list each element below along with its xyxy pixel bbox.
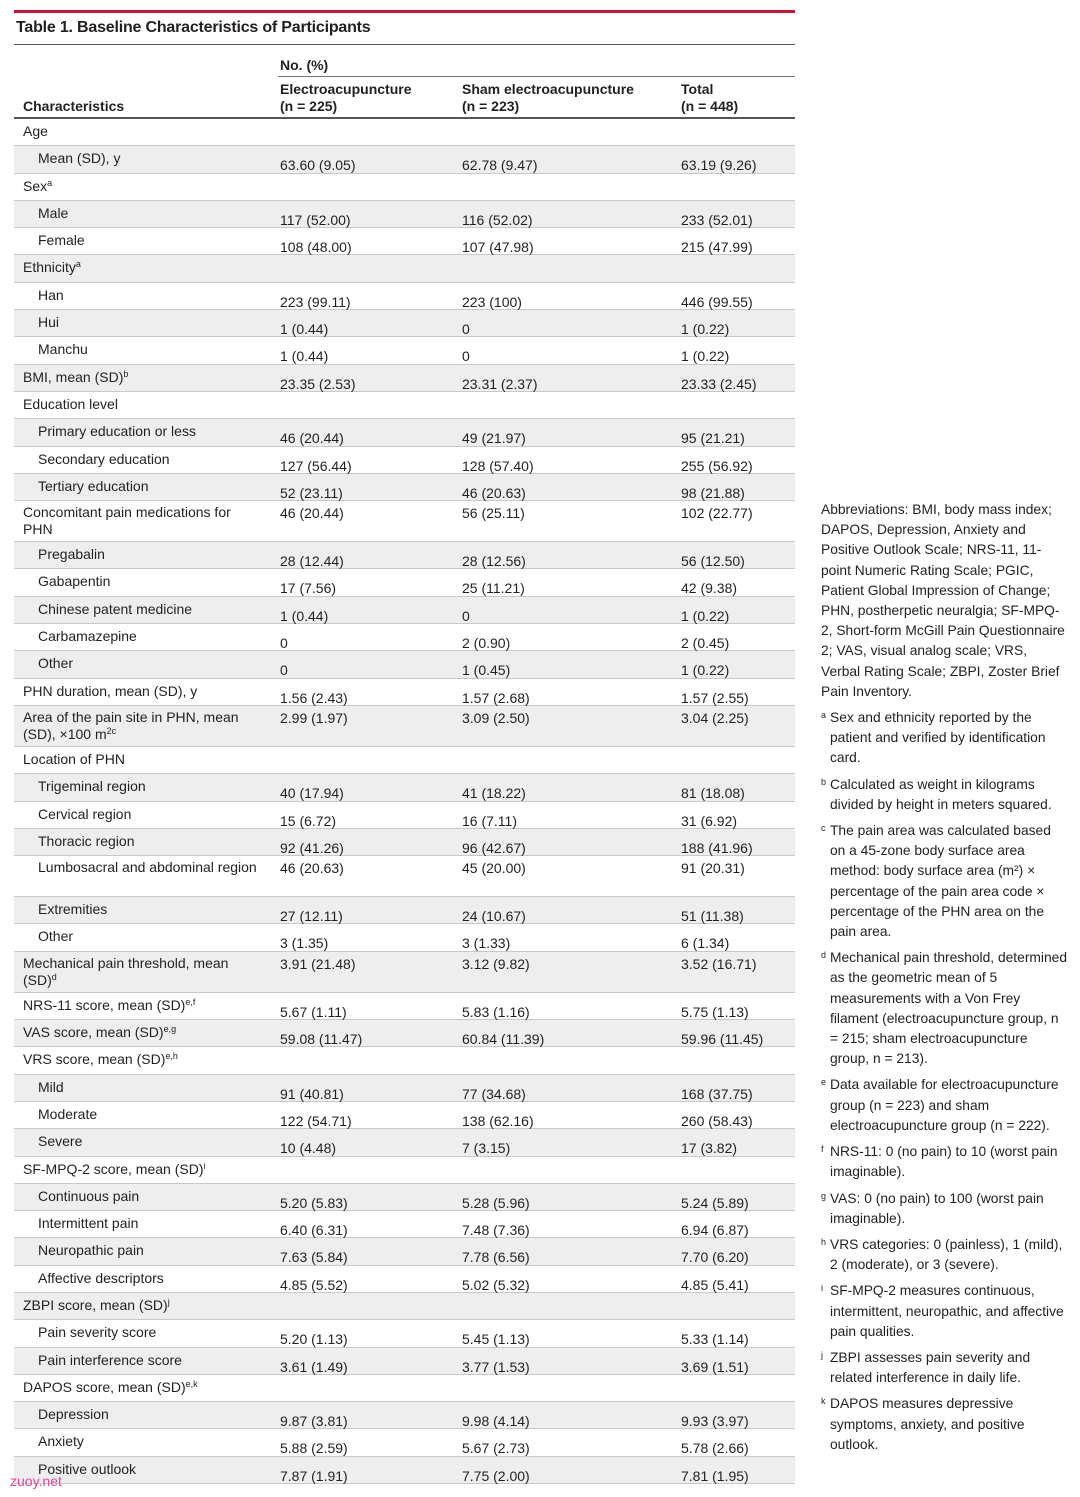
footnote-e: e Data available for electroacupuncture group (n = 223) and sham electroacupuncture group (n = 222).: [821, 1077, 1059, 1133]
row-label: Intermittent pain: [38, 1215, 139, 1232]
table-row: [14, 365, 795, 392]
row-label: Gabapentin: [38, 573, 111, 590]
cell-electroacupuncture: 91 (40.81): [280, 1085, 344, 1102]
cell-total: 1 (0.22): [681, 607, 730, 624]
footnote-marker: 2c: [106, 725, 117, 736]
row-label: Continuous pain: [38, 1187, 140, 1204]
cell-total: 7.81 (1.95): [681, 1467, 749, 1484]
footnote-marker: j: [167, 1296, 170, 1307]
row-label: Area of the pain site in PHN, mean (SD), ×100 $m^{2c}$: [23, 708, 239, 742]
table-row: [14, 993, 795, 1020]
row-label: Mechanical pain threshold, mean (SD)$^d$: [23, 954, 229, 988]
row-label: PHN duration, mean (SD), y: [23, 682, 198, 699]
cell-electroacupuncture: 40 (17.94): [280, 785, 344, 802]
row-label: Mild: [38, 1078, 64, 1095]
footnote-marker: e,g: [163, 1024, 177, 1035]
watermark: zuoy.net: [10, 1473, 62, 1489]
cell-total: 59.96 (11.45): [681, 1031, 764, 1048]
table-row: [14, 255, 795, 282]
footnote-g: g VAS: 0 (no pain) to 100 (worst pain imaginable).: [821, 1190, 1044, 1226]
table-row: [14, 1157, 795, 1184]
row-label: Mean (SD), y: [38, 150, 121, 167]
cell-electroacupuncture: 9.87 (3.81): [280, 1413, 348, 1430]
cell-sham: 128 (57.40): [462, 457, 534, 474]
cell-sham: 7.78 (6.56): [462, 1249, 530, 1266]
table-row: [14, 501, 795, 542]
cell-total: 23.33 (2.45): [681, 375, 757, 392]
cell-total: 168 (37.75): [681, 1085, 753, 1102]
cell-total: 91 (20.31): [681, 860, 745, 877]
cell-sham: 3.09 (2.50): [462, 709, 530, 726]
footnote-marker: a: [47, 177, 53, 188]
cell-sham: 96 (42.67): [462, 839, 526, 856]
footnote-marker: d: [51, 971, 57, 982]
table-row: [14, 1320, 795, 1347]
cell-total: 5.33 (1.14): [681, 1331, 749, 1348]
cell-electroacupuncture: 1.56 (2.43): [280, 689, 348, 706]
row-label: Thoracic region: [38, 832, 135, 849]
cell-sham: 46 (20.63): [462, 484, 526, 501]
row-label: Male: [38, 204, 69, 221]
row-label: Education level: [23, 395, 118, 412]
row-label: Pain interference score: [38, 1351, 182, 1368]
footnote-c: c The pain area was calculated based on a 45-zone body surface area method: body surface area (m²) × percentage of the pain area code × percentage of the PHN area on the pain area.: [821, 823, 1051, 940]
cell-sham: 25 (11.21): [462, 580, 525, 597]
table-row: [14, 802, 795, 829]
cell-sham: 49 (21.97): [462, 430, 526, 447]
cell-sham: 138 (62.16): [462, 1112, 534, 1129]
table-row: [14, 1457, 795, 1484]
row-label: Extremities: [38, 901, 108, 918]
cell-total: 5.24 (5.89): [681, 1194, 749, 1211]
table-row: [14, 146, 795, 173]
table-row: [14, 310, 795, 337]
table-row: [14, 1429, 795, 1456]
table-row: [14, 447, 795, 474]
cell-sham: 28 (12.56): [462, 553, 526, 570]
cell-sham: 41 (18.22): [462, 785, 526, 802]
table-row: [14, 1266, 795, 1293]
cell-sham: 60.84 (11.39): [462, 1031, 545, 1048]
cell-sham: 0: [462, 321, 470, 338]
table-row: [14, 1348, 795, 1375]
header-characteristics: Characteristics: [23, 98, 125, 114]
cell-electroacupuncture: 0: [280, 635, 288, 652]
table-row: [14, 1375, 795, 1402]
table-row: [14, 1020, 795, 1047]
cell-total: 95 (21.21): [681, 430, 745, 447]
cell-total: 42 (9.38): [681, 580, 738, 597]
cell-sham: 5.28 (5.96): [462, 1194, 530, 1211]
cell-total: 6 (1.34): [681, 935, 730, 952]
cell-total: 51 (11.38): [681, 908, 744, 925]
cell-sham: 56 (25.11): [462, 505, 525, 522]
row-label: Cervical region: [38, 805, 132, 822]
row-label: Han: [38, 286, 64, 303]
title-accent-rule: [14, 10, 795, 13]
row-label: Other: [38, 655, 74, 672]
cell-sham: 7.48 (7.36): [462, 1222, 530, 1239]
row-label: Pregabalin: [38, 546, 105, 563]
cell-sham: 3 (1.33): [462, 935, 511, 952]
table-row: [14, 542, 795, 569]
cell-electroacupuncture: 46 (20.44): [280, 430, 344, 447]
cell-electroacupuncture: 4.85 (5.52): [280, 1276, 348, 1293]
cell-electroacupuncture: 1 (0.44): [280, 348, 329, 365]
table-row: [14, 1047, 795, 1074]
cell-sham: 5.83 (1.16): [462, 1003, 530, 1020]
table-row: [14, 597, 795, 624]
table-row: [14, 1293, 795, 1320]
row-label: Anxiety: [38, 1433, 84, 1450]
row-label: Hui: [38, 314, 60, 331]
cell-electroacupuncture: 46 (20.44): [280, 505, 344, 522]
table-row: [14, 1402, 795, 1429]
row-label: VRS score, mean (SD)$^{e,h}$: [23, 1051, 178, 1068]
footnote-d: d Mechanical pain threshold, determined as the geometric mean of 5 measurements with a Von Frey filament (electroacupuncture group, n = 215; sham electroacupuncture group, n = 213).: [821, 950, 1067, 1067]
table-row: [14, 1129, 795, 1156]
cell-sham: 16 (7.11): [462, 812, 517, 829]
cell-sham: 7.75 (2.00): [462, 1467, 530, 1484]
cell-sham: 116 (52.02): [462, 211, 533, 228]
cell-total: 98 (21.88): [681, 484, 745, 501]
row-label: Concomitant pain medications for PHN: [23, 504, 231, 538]
table-row: [14, 1184, 795, 1211]
row-label: BMI, mean (SD)$^b$: [23, 368, 129, 385]
row-label: Neuropathic pain: [38, 1242, 144, 1259]
cell-electroacupuncture: 122 (54.71): [280, 1112, 352, 1129]
row-label: Tertiary education: [38, 477, 149, 494]
cell-electroacupuncture: 63.60 (9.05): [280, 157, 356, 174]
row-label: Lumbosacral and abdominal region: [38, 859, 257, 876]
row-label: Other: [38, 928, 74, 945]
cell-total: 5.78 (2.66): [681, 1440, 749, 1457]
cell-total: 1 (0.22): [681, 662, 730, 679]
table-row: [14, 392, 795, 419]
cell-total: 31 (6.92): [681, 812, 738, 829]
cell-total: 3.52 (16.71): [681, 955, 757, 972]
cell-electroacupuncture: 1 (0.44): [280, 321, 329, 338]
row-label: NRS-11 score, mean (SD)$^{e,f}$: [23, 996, 196, 1013]
table-row: [14, 952, 795, 993]
cell-electroacupuncture: 27 (12.11): [280, 908, 343, 925]
cell-electroacupuncture: 0: [280, 662, 288, 679]
cell-sham: 77 (34.68): [462, 1085, 526, 1102]
cell-total: 1 (0.22): [681, 348, 730, 365]
table-row: [14, 829, 795, 856]
cell-sham: 1.57 (2.68): [462, 689, 530, 706]
footnote-marker: b: [123, 368, 129, 379]
cell-sham: 45 (20.00): [462, 860, 526, 877]
footnote-marker: a: [75, 259, 81, 270]
row-label: DAPOS score, mean (SD)$^{e,k}$: [23, 1378, 198, 1395]
cell-sham: 5.45 (1.13): [462, 1331, 530, 1348]
row-label: Primary education or less: [38, 423, 196, 440]
cell-total: 17 (3.82): [681, 1140, 738, 1157]
table-row: [14, 856, 795, 897]
header-col-electroacupuncture: Electroacupuncture (n = 225): [280, 81, 412, 114]
cell-total: 7.70 (6.20): [681, 1249, 749, 1266]
cell-electroacupuncture: 28 (12.44): [280, 553, 344, 570]
cell-total: 446 (99.55): [681, 293, 753, 310]
row-label: Sex$^a$: [23, 177, 53, 194]
cell-electroacupuncture: 6.40 (6.31): [280, 1222, 348, 1239]
table-title: Table 1. Baseline Characteristics of Participants: [16, 19, 371, 36]
cell-sham: 0: [462, 607, 470, 624]
row-label: Chinese patent medicine: [38, 600, 193, 617]
table-row: [14, 897, 795, 924]
row-label: Severe: [38, 1133, 83, 1150]
table-header: [14, 46, 795, 118]
row-label: Age: [23, 123, 48, 139]
row-label: ZBPI score, mean (SD)$^j$: [23, 1296, 170, 1313]
cell-electroacupuncture: 1 (0.44): [280, 607, 329, 624]
table-row: [14, 1102, 795, 1129]
row-label: Positive outlook: [38, 1460, 137, 1477]
cell-sham: 9.98 (4.14): [462, 1413, 530, 1430]
cell-electroacupuncture: 3 (1.35): [280, 935, 329, 952]
cell-electroacupuncture: 17 (7.56): [280, 580, 337, 597]
cell-sham: 223 (100): [462, 293, 522, 310]
row-label: Depression: [38, 1406, 109, 1423]
row-label: Secondary education: [38, 450, 170, 467]
row-label: Manchu: [38, 341, 88, 358]
cell-electroacupuncture: 108 (48.00): [280, 239, 352, 256]
footnote-marker: e,f: [185, 996, 196, 1007]
cell-total: 4.85 (5.41): [681, 1276, 749, 1293]
cell-total: 233 (52.01): [681, 211, 753, 228]
row-label: SF-MPQ-2 score, mean (SD)$^i$: [23, 1160, 206, 1177]
cell-total: 260 (58.43): [681, 1112, 753, 1129]
cell-electroacupuncture: 5.20 (1.13): [280, 1331, 348, 1348]
cell-electroacupuncture: 2.99 (1.97): [280, 709, 348, 726]
row-label: Trigeminal region: [38, 778, 146, 795]
cell-sham: 5.67 (2.73): [462, 1440, 530, 1457]
table-row: [14, 119, 795, 146]
row-label: Pain severity score: [38, 1324, 157, 1341]
cell-electroacupuncture: 92 (41.26): [280, 839, 344, 856]
table-row: [14, 747, 795, 774]
table-row: [14, 679, 795, 706]
cell-sham: 7 (3.15): [462, 1140, 511, 1157]
cell-total: 215 (47.99): [681, 239, 753, 256]
table-row: [14, 924, 795, 951]
cell-total: 5.75 (1.13): [681, 1003, 749, 1020]
table-row: [14, 624, 795, 651]
cell-total: 6.94 (6.87): [681, 1222, 749, 1239]
cell-electroacupuncture: 5.88 (2.59): [280, 1440, 348, 1457]
cell-sham: 3.77 (1.53): [462, 1358, 530, 1375]
cell-electroacupuncture: 223 (99.11): [280, 293, 351, 310]
table-notes: [821, 500, 1069, 1461]
cell-electroacupuncture: 3.61 (1.49): [280, 1358, 348, 1375]
cell-total: 188 (41.96): [681, 839, 753, 856]
row-label: Carbamazepine: [38, 628, 137, 645]
cell-sham: 3.12 (9.82): [462, 955, 530, 972]
cell-total: 3.04 (2.25): [681, 709, 749, 726]
cell-electroacupuncture: 59.08 (11.47): [280, 1031, 363, 1048]
cell-electroacupuncture: 5.67 (1.11): [280, 1003, 347, 1020]
table-body: [14, 119, 795, 1484]
cell-total: 2 (0.45): [681, 635, 730, 652]
title-divider: [14, 44, 795, 45]
table-row: [14, 1211, 795, 1238]
cell-total: 81 (18.08): [681, 785, 745, 802]
cell-electroacupuncture: 15 (6.72): [280, 812, 337, 829]
cell-sham: 2 (0.90): [462, 635, 511, 652]
cell-total: 102 (22.77): [681, 505, 753, 522]
cell-sham: 24 (10.67): [462, 908, 526, 925]
footnote-k: k DAPOS measures depressive symptoms, anxiety, and positive outlook.: [821, 1396, 1025, 1452]
row-label: Female: [38, 232, 85, 249]
footnote-j: j ZBPI assesses pain severity and related interference in daily life.: [821, 1349, 1031, 1386]
row-label: Location of PHN: [23, 750, 125, 767]
cell-electroacupuncture: 7.63 (5.84): [280, 1249, 348, 1266]
footnote-list: [821, 708, 1069, 1455]
cell-sham: 107 (47.98): [462, 239, 534, 256]
header-group-label: No. (%): [280, 57, 329, 73]
cell-electroacupuncture: 117 (52.00): [280, 211, 351, 228]
abbreviations-note: Abbreviations: BMI, body mass index; DAPOS, Depression, Anxiety and Positive Outlook Scale; NRS-11, 11-point Numeric Rating Scale; PGIC, Patient Global Impression of Change; PHN, postherpetic neuralgia; SF-MPQ-2, Short-form McGill Pain Questionnaire 2; VAS, visual analog scale; VRS, Verbal Rating Scale; ZBPI, Zoster Brief Pain Inventory.: [821, 502, 1065, 699]
cell-electroacupuncture: 3.91 (21.48): [280, 955, 356, 972]
table-row: [14, 1075, 795, 1102]
row-label: Ethnicity$^a$: [23, 259, 81, 276]
cell-total: 63.19 (9.26): [681, 157, 757, 174]
header-col-total: Total (n = 448): [681, 81, 739, 114]
cell-electroacupuncture: 10 (4.48): [280, 1140, 337, 1157]
row-label: Moderate: [38, 1105, 98, 1122]
table-row: [14, 228, 795, 255]
table-row: [14, 706, 795, 747]
cell-total: 255 (56.92): [681, 457, 753, 474]
footnote-b: b Calculated as weight in kilograms divided by height in meters squared.: [821, 776, 1052, 812]
cell-sham: 1 (0.45): [462, 662, 511, 679]
cell-sham: 5.02 (5.32): [462, 1276, 530, 1293]
cell-total: 1.57 (2.55): [681, 689, 749, 706]
footnote-marker: e,h: [165, 1051, 178, 1062]
row-label: VAS score, mean (SD)$^{e,g}$: [23, 1024, 177, 1041]
cell-electroacupuncture: 5.20 (5.83): [280, 1194, 348, 1211]
footnote-marker: e,k: [185, 1378, 198, 1389]
cell-sham: 62.78 (9.47): [462, 157, 538, 174]
footnote-marker: i: [203, 1160, 206, 1171]
table-row: [14, 337, 795, 364]
cell-total: 9.93 (3.97): [681, 1413, 749, 1430]
cell-electroacupuncture: 52 (23.11): [280, 484, 343, 501]
table-row: [14, 774, 795, 801]
table-row: [14, 174, 795, 201]
footnote-a: a Sex and ethnicity reported by the patient and verified by identification card.: [821, 710, 1046, 766]
cell-sham: 0: [462, 348, 470, 365]
cell-electroacupuncture: 7.87 (1.91): [280, 1467, 348, 1484]
cell-sham: 23.31 (2.37): [462, 375, 538, 392]
header-group-rule: [278, 76, 795, 77]
cell-electroacupuncture: 23.35 (2.53): [280, 375, 356, 392]
cell-total: 56 (12.50): [681, 553, 745, 570]
footnote-h: h VRS categories: 0 (painless), 1 (mild), 2 (moderate), or 3 (severe).: [821, 1236, 1063, 1273]
cell-electroacupuncture: 46 (20.63): [280, 860, 344, 877]
header-col-sham: Sham electroacupuncture (n = 223): [462, 81, 634, 114]
table-row: [14, 1238, 795, 1265]
cell-total: 3.69 (1.51): [681, 1358, 749, 1375]
table-row: [14, 569, 795, 596]
table-row: [14, 651, 795, 678]
row-label: Affective descriptors: [38, 1269, 164, 1286]
cell-total: 1 (0.22): [681, 321, 730, 338]
table-row: [14, 201, 795, 228]
table-row: [14, 283, 795, 310]
table-row: [14, 474, 795, 501]
table-row: [14, 419, 795, 446]
cell-electroacupuncture: 127 (56.44): [280, 457, 352, 474]
footnote-i: i SF-MPQ-2 measures continuous, intermittent, neuropathic, and affective pain qualities.: [821, 1283, 1064, 1339]
footnote-f: f NRS-11: 0 (no pain) to 10 (worst pain imaginable).: [821, 1144, 1058, 1180]
